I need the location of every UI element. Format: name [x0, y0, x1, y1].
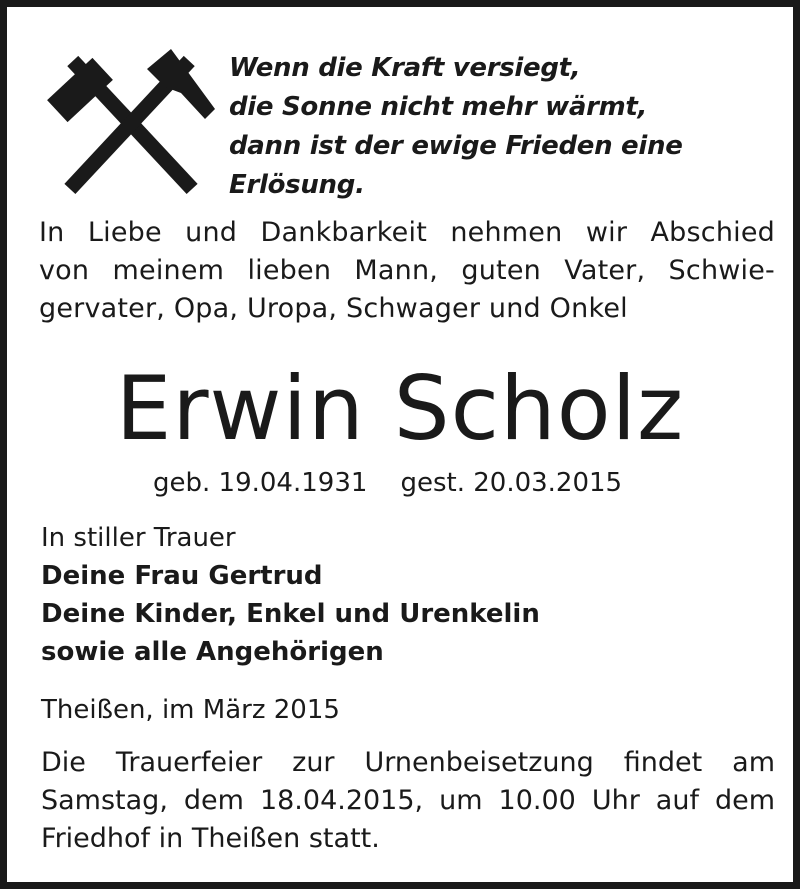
farewell-intro [39, 214, 775, 328]
funeral-line: Friedhof in Theißen statt. [41, 823, 380, 854]
funeral-line: Samstag, dem 18.04.2015, um 10.00 Uhr auf dem [41, 785, 775, 816]
mourner-line: Deine Kinder, Enkel und Urenkelin [41, 599, 540, 629]
mourners-intro: In stiller Trauer [41, 523, 236, 553]
place-and-date: Theißen, im März 2015 [41, 695, 340, 725]
mourners-block [41, 519, 540, 671]
death-date: gest. 20.03.2015 [400, 468, 623, 498]
intro-line: von meinem lieben Mann, guten Vater, Schwie- [39, 255, 775, 286]
life-dates [153, 465, 622, 501]
mourner-line: sowie alle Angehörigen [41, 637, 384, 667]
hammer-and-pick-icon [47, 47, 217, 197]
deceased-name: Erwin Scholz [115, 357, 685, 460]
motto-line: Erlösung. [229, 170, 365, 200]
funeral-line: Die Trauerfeier zur Urnenbeisetzung findet am [41, 747, 775, 778]
motto-line: die Sonne nicht mehr wärmt, [229, 92, 648, 122]
motto-verse [229, 49, 683, 205]
funeral-info [41, 744, 775, 858]
mourner-line: Deine Frau Gertrud [41, 561, 323, 591]
intro-line: In Liebe und Dankbarkeit nehmen wir Abschied [39, 217, 775, 248]
motto-line: Wenn die Kraft versiegt, [229, 53, 581, 83]
motto-line: dann ist der ewige Frieden eine [229, 131, 683, 161]
intro-line: gervater, Opa, Uropa, Schwager und Onkel [39, 293, 628, 324]
birth-date: geb. 19.04.1931 [153, 468, 368, 498]
